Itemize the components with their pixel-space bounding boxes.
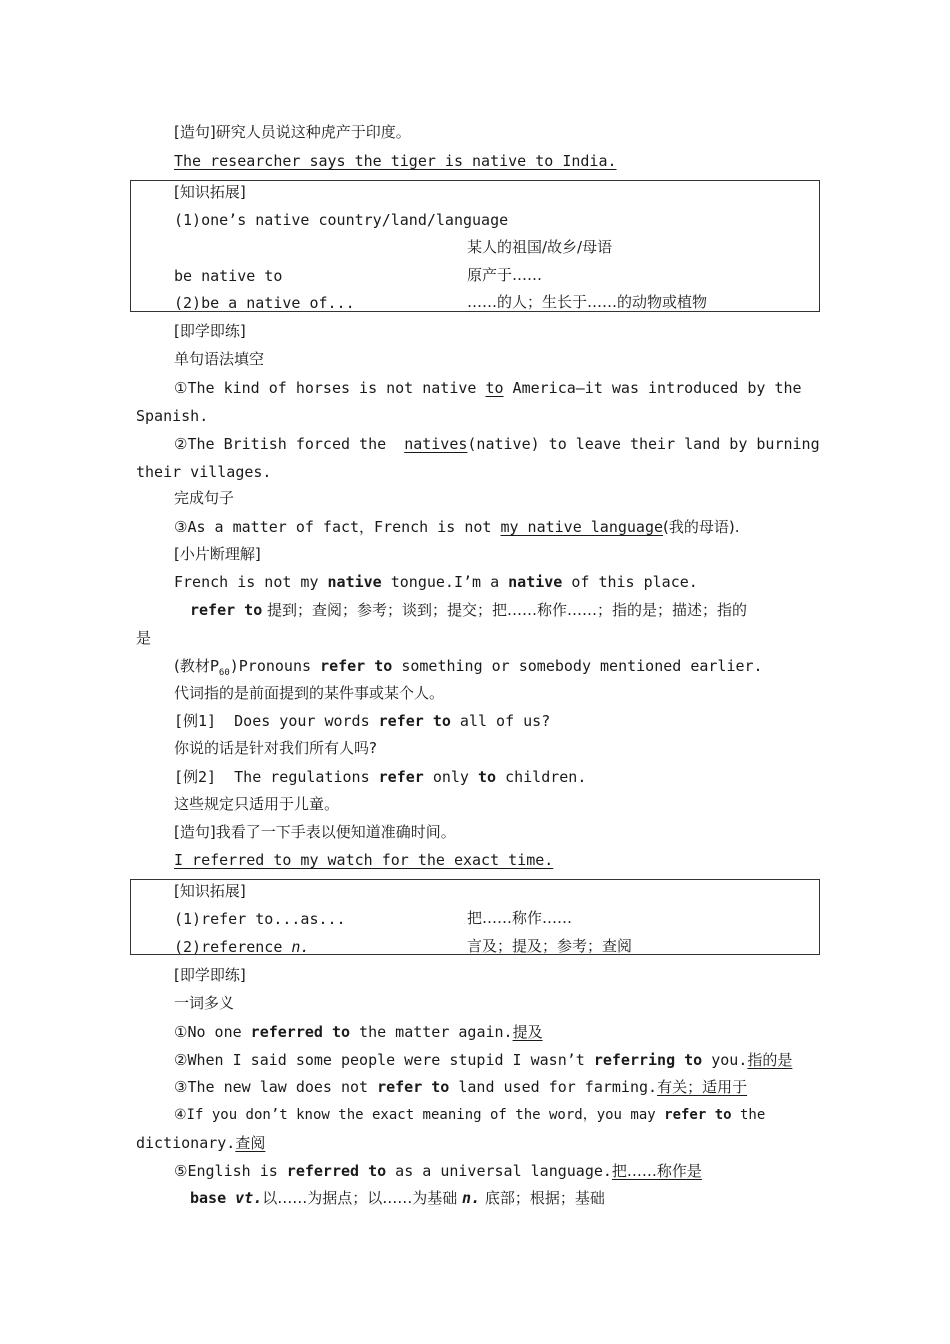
exercise-line: ④If you don’t know the exact meaning of the word，you may refer to the (174, 1107, 766, 1123)
box-title: [知识拓展] (174, 882, 246, 900)
box-meaning: 把……称作…… (467, 909, 573, 927)
zaoju-answer: The researcher says the tiger is native to India. (174, 152, 617, 170)
answer: my native language (500, 518, 664, 536)
box-meaning: 某人的祖国/故乡/母语 (467, 238, 613, 256)
answer: to (485, 379, 504, 397)
exercise-line: ①The kind of horses is not native to America—it was introduced by the (174, 379, 802, 397)
exercise-line: Spanish. (136, 407, 209, 425)
practice-title: [即学即练] (174, 966, 246, 984)
exercise-line: their villages. (136, 463, 272, 481)
exercise-line: ⑤English is referred to as a universal language.把……称作是 (174, 1162, 702, 1180)
practice-title: [即学即练] (174, 322, 246, 340)
answer: 查阅 (235, 1134, 266, 1152)
box-item: (2)reference n. (174, 938, 310, 956)
translation: 你说的话是针对我们所有人吗? (174, 739, 377, 757)
exercise-title: 完成句子 (174, 489, 235, 507)
headword-line-cont: 是 (136, 629, 152, 647)
box-meaning: 言及；提及；参考；查阅 (467, 937, 633, 955)
exercise-line: ③As a matter of fact，French is not my native language(我的母语). (174, 518, 740, 536)
exercise-line: ①No one referred to the matter again.提及 (174, 1023, 543, 1041)
snippet-title: [小片断理解] (174, 545, 261, 563)
headword-line: refer to 提到；查阅；参考；谈到；提交；把……称作……；指的是；描述；指的 (190, 601, 748, 619)
box-title: [知识拓展] (174, 183, 246, 201)
exercise-line: ②The British forced the natives(native) to leave their land by burning (174, 435, 820, 453)
box-item: (2)be a native of... (174, 294, 355, 312)
exercise-line: dictionary.查阅 (136, 1134, 266, 1152)
exercise-line: ③The new law does not refer to land used for farming.有关；适用于 (174, 1078, 748, 1096)
exercise-title: 单句语法填空 (174, 350, 265, 368)
exercise-title: 一词多义 (174, 994, 235, 1012)
answer: 有关；适用于 (657, 1078, 748, 1096)
box-item: (1)refer to...as... (174, 910, 346, 928)
answer: 把……称作是 (611, 1162, 702, 1180)
box-item: (1)one’s native country/land/language (174, 211, 509, 229)
knowledge-box-refer (130, 879, 820, 955)
translation: 这些规定只适用于儿童。 (174, 795, 340, 813)
answer: natives (404, 435, 468, 453)
zaoju-prompt: [造句]我看了一下手表以便知道准确时间。 (174, 823, 456, 841)
textbook-line: (教材$P_{60})Pronouns$ refer to something or somebody mentioned earlier. (174, 657, 763, 678)
snippet-line: French is not my native tongue.I’m a native of this place. (174, 573, 698, 591)
example-line: [例2] The regulations refer only to children. (174, 768, 587, 786)
answer: 指的是 (747, 1051, 793, 1069)
translation: 代词指的是前面提到的某件事或某个人。 (174, 684, 445, 702)
box-meaning: ……的人；生长于……的动物或植物 (467, 293, 708, 311)
headword-line: base vt.以……为据点；以……为基础 n. 底部；根据；基础 (190, 1189, 605, 1207)
exercise-line: ②When I said some people were stupid I wasn’t referring to you.指的是 (174, 1051, 793, 1069)
headword: base (190, 1189, 227, 1207)
answer: 提及 (512, 1023, 543, 1041)
knowledge-box-native (130, 180, 820, 312)
zaoju-prompt: [造句]研究人员说这种虎产于印度。 (174, 123, 411, 141)
box-meaning: 原产于…… (467, 266, 543, 284)
headword: refer to (190, 601, 263, 619)
example-line: [例1] Does your words refer to all of us? (174, 712, 551, 730)
box-item: be native to (174, 267, 283, 285)
zaoju-answer: I referred to my watch for the exact time. (174, 851, 554, 869)
